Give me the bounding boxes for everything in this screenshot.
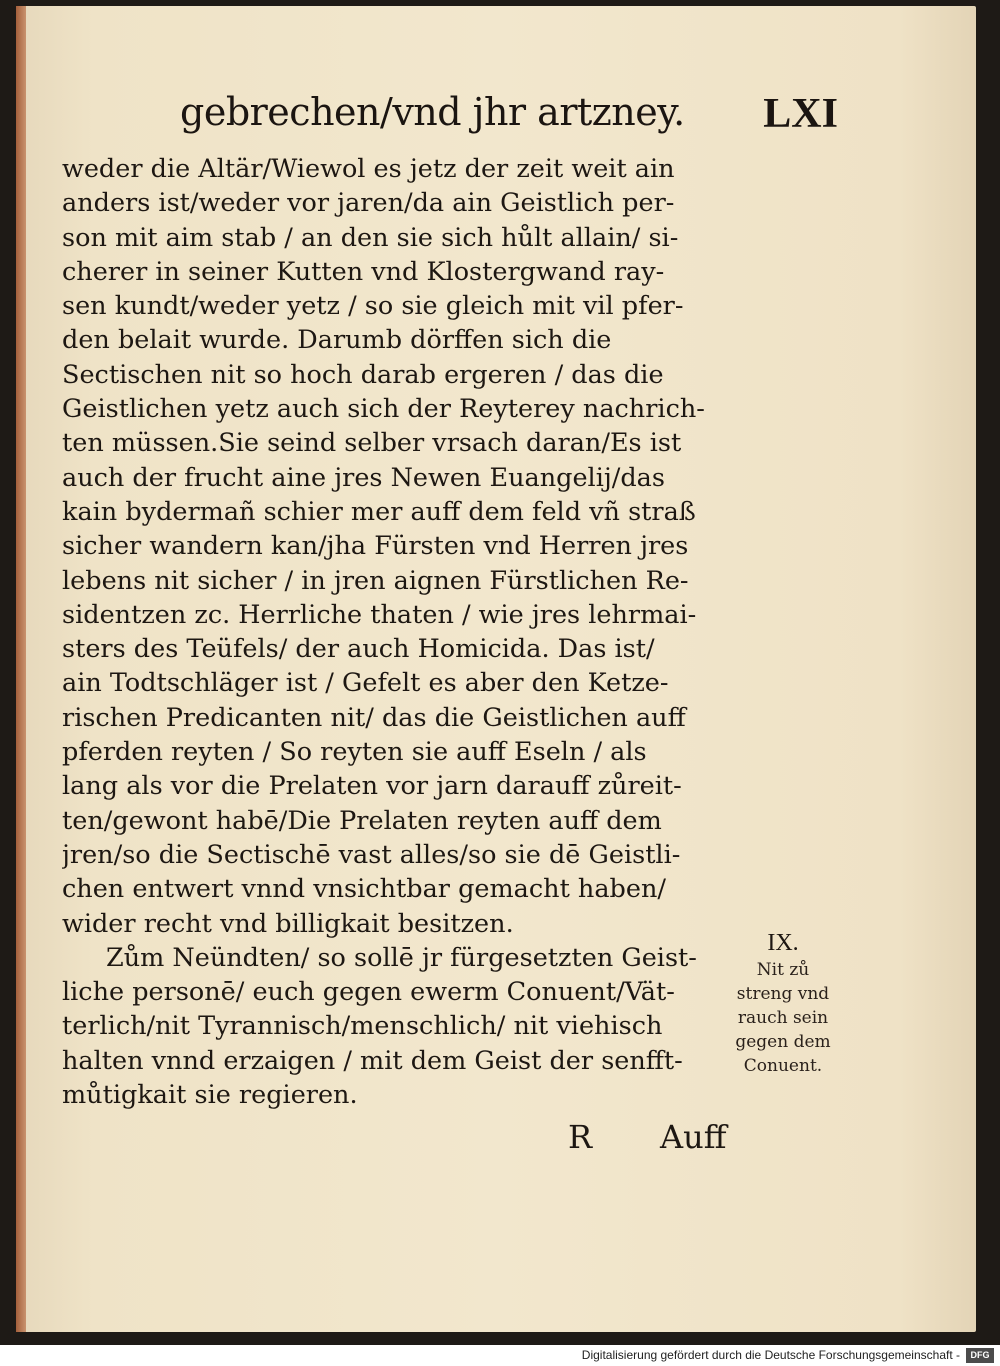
text-line: můtigkait sie regieren. bbox=[62, 1080, 358, 1111]
main-text-block bbox=[62, 152, 732, 1112]
text-line: rischen Predicanten nit/ das die Geistlichen auff bbox=[62, 702, 686, 733]
text-line: wider recht vnd billigkait besitzen. bbox=[62, 908, 514, 939]
text-line: halten vnnd erzaigen / mit dem Geist der senfft- bbox=[62, 1045, 683, 1076]
text-line: terlich/nit Tyrannisch/menschlich/ nit viehisch bbox=[62, 1011, 663, 1042]
text-line: lang als vor die Prelaten vor jarn darauff zůreit- bbox=[62, 771, 682, 802]
text-line: ten/gewont habē/Die Prelaten reyten auff dem bbox=[62, 805, 662, 836]
dfg-logo-icon: DFG bbox=[966, 1348, 994, 1363]
margin-note-line: gegen dem bbox=[735, 1032, 831, 1052]
text-line: liche personē/ euch gegen ewerm Conuent/Vät- bbox=[62, 977, 675, 1008]
text-line: lebens nit sicher / in jren aignen Fürstlichen Re- bbox=[62, 565, 689, 596]
margin-note-line: Conuent. bbox=[743, 1056, 823, 1076]
page-binding-edge bbox=[16, 6, 26, 1332]
text-line: Geistlichen yetz auch sich der Reyterey nachrich- bbox=[62, 394, 705, 425]
margin-note-numeral: IX. bbox=[767, 930, 799, 956]
text-line: pferden reyten / So reyten sie auff Eseln / als bbox=[62, 737, 647, 768]
folio-number: LXI bbox=[763, 91, 838, 137]
signature-mark: R bbox=[568, 1118, 593, 1156]
text-line: weder die Altär/Wiewol es jetz der zeit weit ain bbox=[62, 154, 675, 184]
text-line: sen kundt/weder yetz / so sie gleich mit vil pfer- bbox=[62, 291, 684, 322]
margin-note-line: rauch sein bbox=[737, 1008, 829, 1028]
text-line: chen entwert vnnd vnsichtbar gemacht haben/ bbox=[62, 874, 666, 905]
text-line: cherer in seiner Kutten vnd Klostergwand ray- bbox=[62, 256, 665, 287]
text-line: jren/so die Sectischē vast alles/so sie dē Geistli- bbox=[62, 839, 681, 870]
catchword: Auff bbox=[660, 1118, 727, 1156]
text-line: sicher wandern kan/jha Fürsten vnd Herren jres bbox=[62, 531, 689, 562]
text-line: Sectischen nit so hoch darab ergeren / das die bbox=[62, 359, 664, 390]
text-line: ain Todtschläger ist / Gefelt es aber den Ketze- bbox=[62, 668, 669, 699]
margin-note-line: streng vnd bbox=[736, 984, 830, 1004]
text-line: kain bydermañ schier mer auff dem feld vñ straß bbox=[62, 496, 696, 527]
text-line: auch der frucht aine jres Newen Euangelij/das bbox=[62, 462, 665, 493]
margin-note-line: Nit zů bbox=[756, 960, 810, 980]
text-line: sidentzen zc. Herrliche thaten / wie jres lehrmai- bbox=[62, 599, 697, 630]
running-head: gebrechen/vnd jhr artzney. bbox=[180, 90, 685, 134]
page-header bbox=[168, 90, 848, 150]
text-line: ten müssen.Sie seind selber vrsach daran/Es ist bbox=[62, 428, 682, 459]
page-footer bbox=[560, 1118, 740, 1168]
paragraph-start-line: Zům Neündten/ so sollē jr fürgesetzten Geist- bbox=[106, 942, 697, 973]
marginal-note bbox=[728, 928, 838, 1078]
digitization-credit-bar bbox=[0, 1345, 1000, 1366]
text-line: son mit aim stab / an den sie sich hůlt allain/ si- bbox=[62, 222, 679, 253]
text-line: anders ist/weder vor jaren/da ain Geistlich per- bbox=[62, 188, 675, 219]
funding-credit-text: Digitalisierung gefördert durch die Deutsche Forschungsgemeinschaft - bbox=[581, 1348, 960, 1362]
text-line: den belait wurde. Darumb dörffen sich die bbox=[62, 325, 612, 356]
text-line: sters des Teüfels/ der auch Homicida. Das ist/ bbox=[62, 634, 655, 665]
